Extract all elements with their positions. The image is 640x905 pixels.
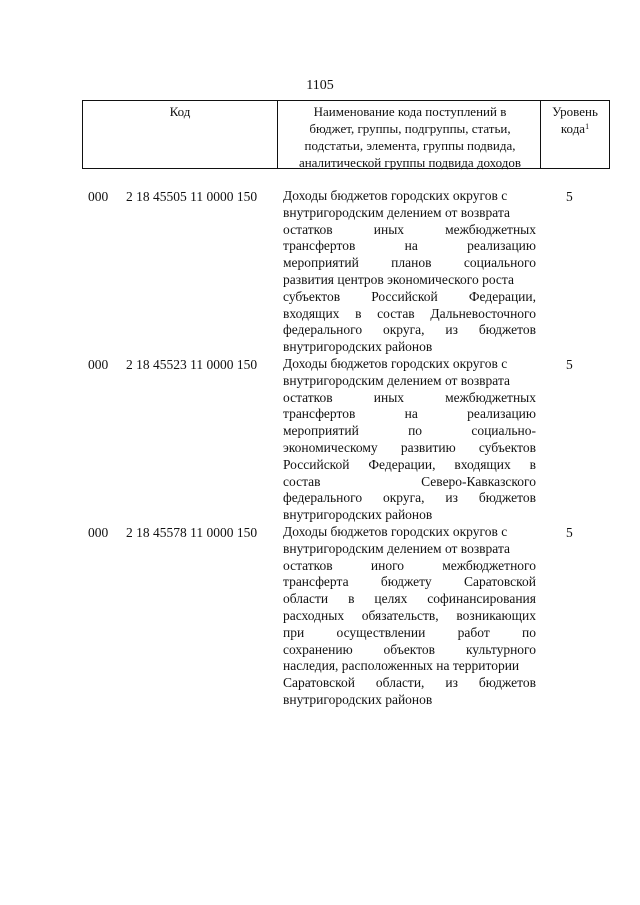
name-line: внутригородских районов: [283, 339, 433, 355]
revenue-name: [283, 356, 536, 524]
header-divider-1: [277, 100, 278, 168]
page-number: 1105: [306, 78, 334, 93]
revenue-code: 2 18 45505 11 0000 150: [126, 189, 258, 204]
name-line: трансфертов на реализацию: [283, 406, 536, 422]
name-line: внутригородским делением от возврата: [283, 372, 510, 388]
code-level: 5: [566, 189, 573, 204]
name-line: входящих в состав Дальневосточного: [283, 305, 536, 321]
name-line: внутригородских районов: [283, 691, 433, 707]
name-line: наследия, расположенных на территории: [283, 658, 520, 674]
footnote-marker: 1: [585, 122, 590, 131]
name-line: Саратовской области, из бюджетов: [283, 675, 536, 691]
header-top-rule: [82, 100, 610, 101]
name-line: внутригородским делением от возврата: [283, 204, 510, 220]
header-level: [540, 103, 610, 137]
code-level: 5: [566, 525, 573, 540]
revenue-code: 2 18 45523 11 0000 150: [126, 357, 258, 372]
name-line: внутригородским делением от возврата: [283, 540, 510, 556]
name-line: трансфертов на реализацию: [283, 238, 536, 254]
name-line: остатков иного межбюджетного: [283, 557, 536, 573]
header-name-line: бюджет, группы, подгруппы, статьи,: [309, 121, 511, 136]
name-line: мероприятий по социально-: [283, 423, 536, 439]
header-level-text: кода: [560, 121, 586, 136]
header-name-line: Наименование кода поступлений в: [313, 104, 507, 119]
admin-code: 000: [88, 189, 109, 204]
header-name: [280, 103, 540, 171]
header-code: Код: [169, 104, 191, 119]
name-line: Доходы бюджетов городских округов с: [283, 188, 508, 203]
name-line: Российской Федерации, входящих в: [283, 456, 536, 472]
name-line: расходных обязательств, возникающих: [283, 607, 536, 623]
name-line: мероприятий планов социального: [283, 255, 536, 271]
name-line: при осуществлении работ по: [283, 624, 536, 640]
header-name-line: аналитической группы подвида доходов: [298, 155, 522, 170]
name-line: сохранению объектов культурного: [283, 641, 536, 657]
header-level-line: [540, 120, 610, 137]
name-line: развития центров экономического роста: [283, 271, 514, 287]
name-line: состав Северо-Кавказского: [283, 473, 536, 489]
header-name-line: подстатьи, элемента, группы подвида,: [304, 138, 516, 153]
name-line: внутригородских районов: [283, 507, 433, 523]
name-line: Доходы бюджетов городских округов с: [283, 524, 508, 539]
name-line: экономическому развитию субъектов: [283, 439, 536, 455]
admin-code: 000: [88, 525, 109, 540]
code-level: 5: [566, 357, 573, 372]
revenue-name: [283, 524, 536, 709]
header-level-line: Уровень: [552, 104, 598, 119]
name-line: остатков иных межбюджетных: [283, 221, 536, 237]
revenue-code: 2 18 45578 11 0000 150: [126, 525, 258, 540]
name-line: федерального округа, из бюджетов: [283, 490, 536, 506]
header-left-border: [82, 100, 83, 168]
name-line: трансферта бюджету Саратовской: [283, 574, 536, 590]
revenue-name: [283, 188, 536, 356]
name-line: остатков иных межбюджетных: [283, 389, 536, 405]
name-line: области в целях софинансирования: [283, 591, 536, 607]
name-line: федерального округа, из бюджетов: [283, 322, 536, 338]
admin-code: 000: [88, 357, 109, 372]
name-line: Доходы бюджетов городских округов с: [283, 356, 508, 371]
name-line: субъектов Российской Федерации,: [283, 288, 536, 304]
